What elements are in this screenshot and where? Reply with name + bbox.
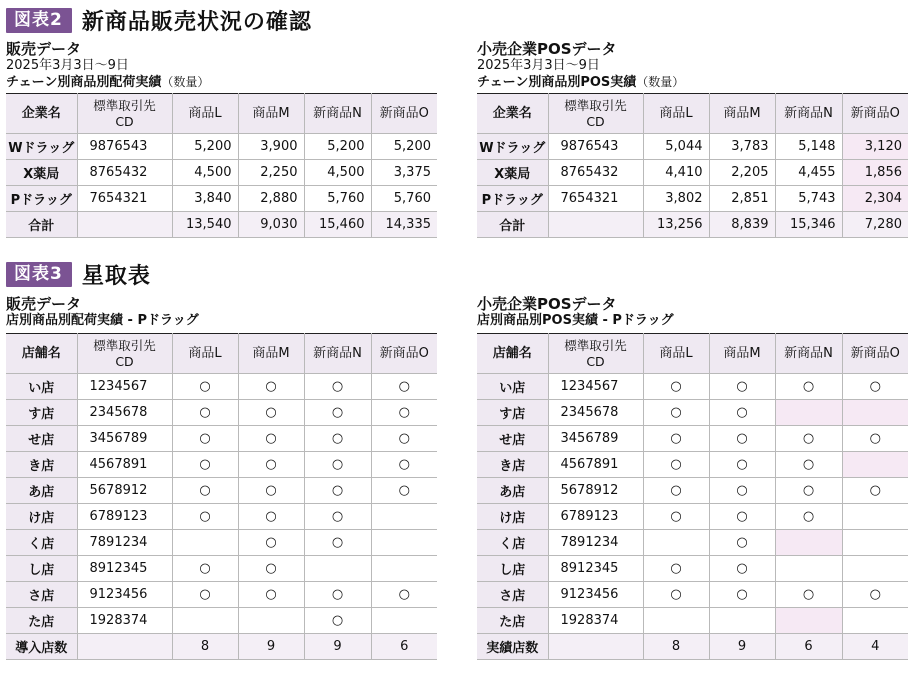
fig2-heading: 新商品販売状況の確認: [81, 9, 312, 35]
panel-title: 小売企業POSデータ: [477, 40, 617, 58]
mark-cell: ○: [371, 426, 437, 452]
mark-cell: ○: [172, 374, 238, 400]
fig2-title: [6, 6, 312, 34]
value-cell: 2,851: [709, 186, 775, 212]
mark-cell: ○: [775, 452, 842, 478]
column-header: 新商品O: [371, 334, 437, 374]
value-cell: 1,856: [842, 160, 908, 186]
row-name: X薬局: [6, 160, 77, 186]
column-header: 店舗名: [477, 334, 548, 374]
mark-cell: [842, 530, 908, 556]
total-label: 合計: [477, 212, 548, 238]
row-name: Wドラッグ: [6, 134, 77, 160]
row-code: 4567891: [77, 452, 172, 478]
column-header: 標準取引先CD: [77, 94, 172, 134]
mark-cell: ○: [172, 556, 238, 582]
table-row: [477, 530, 908, 556]
mark-cell: ○: [643, 400, 709, 426]
mark-cell: [775, 400, 842, 426]
mark-cell: ○: [842, 582, 908, 608]
total-label: 導入店数: [6, 634, 77, 660]
fig3-heading: 星取表: [81, 263, 151, 289]
value-cell: 2,205: [709, 160, 775, 186]
value-cell: 3,900: [238, 134, 304, 160]
value-cell: 5,743: [775, 186, 842, 212]
row-code: 1928374: [548, 608, 643, 634]
mark-cell: ○: [304, 504, 371, 530]
table-row: [6, 186, 437, 212]
mark-cell: [842, 608, 908, 634]
total-value: 15,346: [775, 212, 842, 238]
column-header: 標準取引先CD: [548, 334, 643, 374]
total-value: 14,335: [371, 212, 437, 238]
row-code: 8765432: [77, 160, 172, 186]
mark-cell: ○: [643, 556, 709, 582]
row-name: く店: [6, 530, 77, 556]
row-code: 2345678: [548, 400, 643, 426]
mark-cell: ○: [238, 452, 304, 478]
mark-cell: ○: [172, 504, 238, 530]
mark-cell: ○: [304, 530, 371, 556]
row-name: あ店: [477, 478, 548, 504]
value-cell: 4,500: [304, 160, 371, 186]
mark-cell: [304, 556, 371, 582]
fig3-right-panel: [477, 295, 908, 660]
fig2-tag: 図表2: [6, 8, 72, 33]
header-row: [6, 334, 437, 374]
row-code: 4567891: [548, 452, 643, 478]
value-cell: 3,120: [842, 134, 908, 160]
table-row: [477, 582, 908, 608]
row-code: 8912345: [77, 556, 172, 582]
total-code: [548, 212, 643, 238]
table-row: [477, 504, 908, 530]
value-cell: 2,250: [238, 160, 304, 186]
column-header: 商品M: [238, 334, 304, 374]
mark-cell: ○: [172, 582, 238, 608]
row-code: 9876543: [77, 134, 172, 160]
value-cell: 4,455: [775, 160, 842, 186]
mark-cell: ○: [775, 374, 842, 400]
table-row: [477, 426, 908, 452]
table-row: [477, 160, 908, 186]
row-name: け店: [6, 504, 77, 530]
mark-cell: ○: [709, 400, 775, 426]
row-name: さ店: [477, 582, 548, 608]
mark-cell: ○: [842, 478, 908, 504]
mark-cell: ○: [238, 556, 304, 582]
mark-cell: [842, 400, 908, 426]
total-value: 9: [238, 634, 304, 660]
mark-cell: ○: [643, 374, 709, 400]
mark-cell: ○: [238, 400, 304, 426]
mark-cell: ○: [238, 426, 304, 452]
row-name: す店: [477, 400, 548, 426]
row-code: 1234567: [77, 374, 172, 400]
total-value: 13,256: [643, 212, 709, 238]
mark-cell: [842, 556, 908, 582]
column-header: 商品L: [643, 334, 709, 374]
row-name: い店: [477, 374, 548, 400]
mark-cell: ○: [643, 478, 709, 504]
table-row: [477, 400, 908, 426]
row-code: 8765432: [548, 160, 643, 186]
value-cell: 5,200: [304, 134, 371, 160]
row-name: X薬局: [477, 160, 548, 186]
row-name: せ店: [477, 426, 548, 452]
row-code: 1928374: [77, 608, 172, 634]
row-code: 7654321: [548, 186, 643, 212]
column-header: 新商品O: [842, 334, 908, 374]
value-cell: 5,760: [371, 186, 437, 212]
mark-cell: ○: [304, 582, 371, 608]
table-row: [477, 134, 908, 160]
total-value: 8: [643, 634, 709, 660]
row-code: 1234567: [548, 374, 643, 400]
value-cell: 5,200: [371, 134, 437, 160]
mark-cell: ○: [172, 426, 238, 452]
table-row: [6, 452, 437, 478]
mark-cell: ○: [643, 426, 709, 452]
row-code: 7891234: [548, 530, 643, 556]
fig3-right-table: [477, 333, 908, 660]
table-row: [6, 608, 437, 634]
mark-cell: ○: [172, 478, 238, 504]
row-name: Pドラッグ: [477, 186, 548, 212]
panel-title: 小売企業POSデータ: [477, 295, 617, 313]
row-code: 9123456: [548, 582, 643, 608]
value-cell: 2,880: [238, 186, 304, 212]
column-header: 新商品O: [842, 94, 908, 134]
panel-subtitle-note: （数量）: [636, 75, 685, 89]
mark-cell: [842, 504, 908, 530]
mark-cell: [709, 608, 775, 634]
column-header: 新商品O: [371, 94, 437, 134]
total-value: 8,839: [709, 212, 775, 238]
value-cell: 4,410: [643, 160, 709, 186]
total-row: [477, 634, 908, 660]
mark-cell: [371, 530, 437, 556]
column-header: 企業名: [477, 94, 548, 134]
mark-cell: [238, 608, 304, 634]
row-name: さ店: [6, 582, 77, 608]
mark-cell: [172, 608, 238, 634]
column-header: 企業名: [6, 94, 77, 134]
mark-cell: ○: [709, 504, 775, 530]
column-header: 商品L: [172, 94, 238, 134]
mark-cell: ○: [371, 374, 437, 400]
table-row: [477, 186, 908, 212]
mark-cell: ○: [304, 452, 371, 478]
row-name: け店: [477, 504, 548, 530]
column-header: 商品M: [238, 94, 304, 134]
table-row: [477, 556, 908, 582]
value-cell: 5,148: [775, 134, 842, 160]
value-cell: 3,375: [371, 160, 437, 186]
column-header: 標準取引先CD: [548, 94, 643, 134]
row-code: 7654321: [77, 186, 172, 212]
value-cell: 4,500: [172, 160, 238, 186]
row-name: い店: [6, 374, 77, 400]
column-header: 新商品N: [304, 334, 371, 374]
panel-subtitle-note: （数量）: [161, 75, 210, 89]
panel-subtitle: [477, 74, 908, 90]
column-header: 新商品N: [304, 94, 371, 134]
total-value: 6: [371, 634, 437, 660]
value-cell: 5,200: [172, 134, 238, 160]
header-row: [477, 94, 908, 134]
mark-cell: ○: [304, 608, 371, 634]
total-code: [77, 634, 172, 660]
panel-subtitle: [6, 74, 437, 90]
row-name: た店: [477, 608, 548, 634]
panel-subtitle-text: チェーン別商品別配荷実績: [6, 75, 162, 90]
total-label: 実績店数: [477, 634, 548, 660]
mark-cell: [371, 556, 437, 582]
fig2-left-panel: [6, 40, 437, 238]
table-row: [6, 160, 437, 186]
mark-cell: [371, 504, 437, 530]
total-value: 13,540: [172, 212, 238, 238]
mark-cell: ○: [775, 478, 842, 504]
mark-cell: [775, 556, 842, 582]
row-code: 6789123: [548, 504, 643, 530]
column-header: 商品L: [643, 94, 709, 134]
row-code: 3456789: [548, 426, 643, 452]
fig3-left-table: [6, 333, 437, 660]
mark-cell: ○: [709, 374, 775, 400]
total-value: 9,030: [238, 212, 304, 238]
mark-cell: ○: [371, 478, 437, 504]
mark-cell: [842, 452, 908, 478]
mark-cell: ○: [238, 478, 304, 504]
column-header: 新商品N: [775, 94, 842, 134]
total-code: [548, 634, 643, 660]
column-header: 店舗名: [6, 334, 77, 374]
column-header: 商品L: [172, 334, 238, 374]
table-row: [6, 530, 437, 556]
table-row: [6, 426, 437, 452]
table-row: [477, 452, 908, 478]
table-row: [6, 374, 437, 400]
total-value: 9: [709, 634, 775, 660]
row-name: あ店: [6, 478, 77, 504]
row-name: き店: [6, 452, 77, 478]
mark-cell: [643, 530, 709, 556]
fig3-title: [6, 260, 151, 288]
row-name: く店: [477, 530, 548, 556]
mark-cell: [775, 530, 842, 556]
mark-cell: ○: [371, 400, 437, 426]
row-code: 5678912: [548, 478, 643, 504]
mark-cell: ○: [238, 582, 304, 608]
mark-cell: ○: [643, 582, 709, 608]
mark-cell: [643, 608, 709, 634]
row-name: き店: [477, 452, 548, 478]
table-row: [6, 556, 437, 582]
table-row: [6, 504, 437, 530]
mark-cell: [775, 608, 842, 634]
mark-cell: ○: [775, 426, 842, 452]
panel-title: 販売データ: [6, 40, 82, 58]
mark-cell: ○: [371, 582, 437, 608]
table-row: [477, 608, 908, 634]
mark-cell: ○: [643, 452, 709, 478]
mark-cell: ○: [304, 400, 371, 426]
table-row: [6, 134, 437, 160]
header-row: [477, 334, 908, 374]
mark-cell: ○: [709, 556, 775, 582]
column-header: 商品M: [709, 94, 775, 134]
value-cell: 5,044: [643, 134, 709, 160]
row-code: 9876543: [548, 134, 643, 160]
mark-cell: ○: [709, 426, 775, 452]
table-row: [6, 478, 437, 504]
table-row: [6, 400, 437, 426]
mark-cell: ○: [709, 478, 775, 504]
row-code: 2345678: [77, 400, 172, 426]
mark-cell: ○: [304, 374, 371, 400]
mark-cell: ○: [304, 478, 371, 504]
mark-cell: ○: [842, 426, 908, 452]
mark-cell: ○: [709, 582, 775, 608]
total-value: 8: [172, 634, 238, 660]
row-code: 9123456: [77, 582, 172, 608]
table-row: [477, 478, 908, 504]
mark-cell: ○: [709, 530, 775, 556]
fig2-right-table: [477, 93, 908, 238]
total-value: 6: [775, 634, 842, 660]
table-row: [6, 582, 437, 608]
mark-cell: ○: [775, 504, 842, 530]
mark-cell: [371, 608, 437, 634]
total-row: [6, 634, 437, 660]
total-value: 4: [842, 634, 908, 660]
panel-subtitle: 店別商品別POS実績 - Pドラッグ: [477, 313, 674, 328]
fig2-left-table: [6, 93, 437, 238]
table-row: [477, 374, 908, 400]
value-cell: 2,304: [842, 186, 908, 212]
total-row: [6, 212, 437, 238]
mark-cell: ○: [775, 582, 842, 608]
total-row: [477, 212, 908, 238]
panel-date: 2025年3月3日～9日: [6, 58, 129, 73]
total-label: 合計: [6, 212, 77, 238]
mark-cell: ○: [643, 504, 709, 530]
mark-cell: [172, 530, 238, 556]
row-name: せ店: [6, 426, 77, 452]
fig3-left-panel: [6, 295, 437, 660]
column-header: 新商品N: [775, 334, 842, 374]
mark-cell: ○: [304, 426, 371, 452]
fig2-right-panel: [477, 40, 908, 238]
panel-title: 販売データ: [6, 295, 82, 313]
total-code: [77, 212, 172, 238]
value-cell: 3,783: [709, 134, 775, 160]
row-name: Wドラッグ: [477, 134, 548, 160]
header-row: [6, 94, 437, 134]
row-name: す店: [6, 400, 77, 426]
mark-cell: ○: [371, 452, 437, 478]
row-code: 5678912: [77, 478, 172, 504]
value-cell: 3,840: [172, 186, 238, 212]
column-header: 商品M: [709, 334, 775, 374]
row-code: 8912345: [548, 556, 643, 582]
mark-cell: ○: [172, 400, 238, 426]
row-code: 3456789: [77, 426, 172, 452]
mark-cell: ○: [238, 530, 304, 556]
column-header: 標準取引先CD: [77, 334, 172, 374]
row-code: 6789123: [77, 504, 172, 530]
row-name: し店: [477, 556, 548, 582]
total-value: 7,280: [842, 212, 908, 238]
row-name: Pドラッグ: [6, 186, 77, 212]
value-cell: 5,760: [304, 186, 371, 212]
total-value: 15,460: [304, 212, 371, 238]
mark-cell: ○: [842, 374, 908, 400]
mark-cell: ○: [709, 452, 775, 478]
fig3-tag: 図表3: [6, 262, 72, 287]
row-name: し店: [6, 556, 77, 582]
row-code: 7891234: [77, 530, 172, 556]
mark-cell: ○: [238, 504, 304, 530]
panel-subtitle-text: チェーン別商品別POS実績: [477, 75, 637, 90]
value-cell: 3,802: [643, 186, 709, 212]
row-name: た店: [6, 608, 77, 634]
total-value: 9: [304, 634, 371, 660]
mark-cell: ○: [238, 374, 304, 400]
panel-date: 2025年3月3日～9日: [477, 58, 600, 73]
mark-cell: ○: [172, 452, 238, 478]
panel-subtitle: 店別商品別配荷実績 - Pドラッグ: [6, 313, 199, 328]
